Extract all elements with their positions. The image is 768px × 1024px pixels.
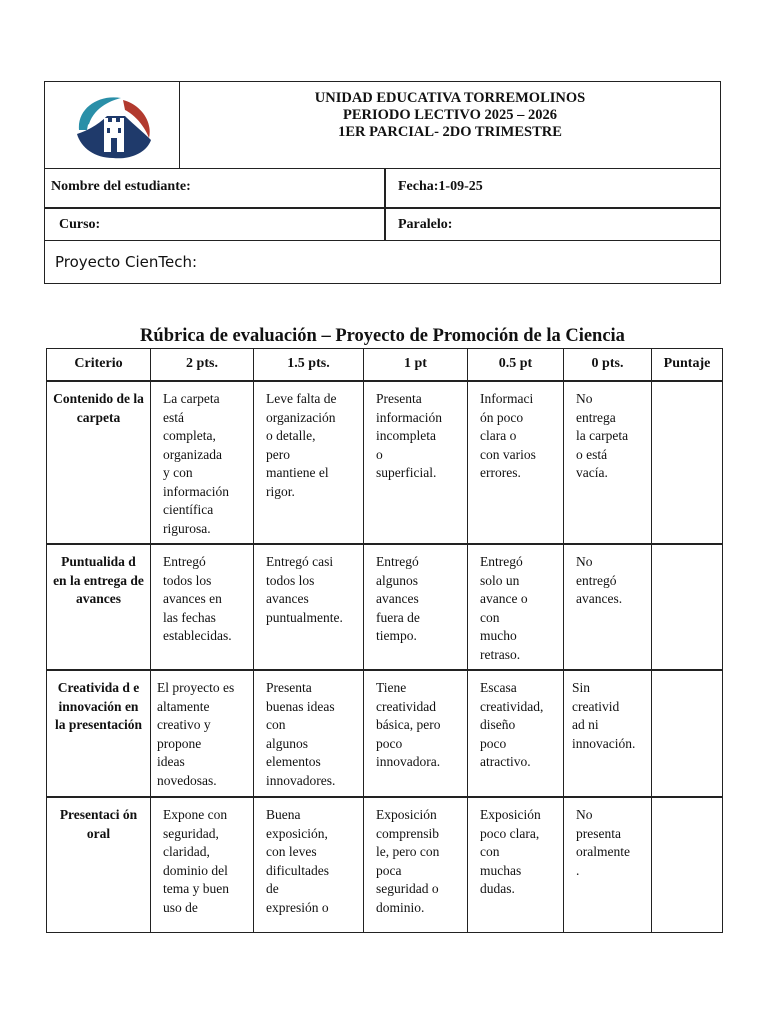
level-1-cell: Presenta información incompleta o superficial. xyxy=(364,381,468,544)
row-divider xyxy=(384,209,386,240)
level-0-cell: No presenta oralmente . xyxy=(564,797,652,933)
col-header-puntaje: Puntaje xyxy=(652,349,723,382)
course-parallel-row xyxy=(45,209,720,241)
level-2-cell: La carpeta está completa, organizada y con información científica rigurosa. xyxy=(151,381,254,544)
parallel-label: Paralelo: xyxy=(398,217,453,232)
score-cell[interactable] xyxy=(652,381,723,544)
school-title-block xyxy=(180,90,720,141)
level-0-5-cell: Informaci ón poco clara o con varios errores. xyxy=(468,381,564,544)
rubric-table xyxy=(46,348,723,933)
project-row xyxy=(45,241,720,285)
level-0-cell: No entrega la carpeta o está vacía. xyxy=(564,381,652,544)
level-1-cell: Exposición comprensib le, pero con poca seguridad o dominio. xyxy=(364,797,468,933)
table-row xyxy=(47,381,723,544)
row-divider xyxy=(384,169,386,207)
project-label: Proyecto CienTech: xyxy=(55,253,198,271)
student-date-row xyxy=(45,169,720,209)
table-row xyxy=(47,670,723,797)
level-0-5-cell: Escasa creatividad, diseño poco atractivo. xyxy=(468,670,564,797)
col-header-1-5pts: 1.5 pts. xyxy=(254,349,364,382)
criterion-cell: Puntualida d en la entrega de avances xyxy=(47,544,151,670)
table-row xyxy=(47,544,723,670)
rubric-title: Rúbrica de evaluación – Proyecto de Promoción de la Ciencia xyxy=(140,326,625,346)
criterion-cell: Presentaci ón oral xyxy=(47,797,151,933)
school-period: PERIODO LECTIVO 2025 – 2026 xyxy=(342,107,557,123)
col-header-0-5pt: 0.5 pt xyxy=(468,349,564,382)
school-logo-icon xyxy=(73,90,155,160)
header-title-row xyxy=(45,82,720,169)
score-cell[interactable] xyxy=(652,544,723,670)
level-2-cell: Expone con seguridad, claridad, dominio del tema y buen uso de xyxy=(151,797,254,933)
level-1-5-cell: Buena exposición, con leves dificultades de expresión o xyxy=(254,797,364,933)
col-header-1pt: 1 pt xyxy=(364,349,468,382)
level-1-5-cell: Presenta buenas ideas con algunos elementos innovadores. xyxy=(254,670,364,797)
table-row xyxy=(47,797,723,933)
header-table xyxy=(44,81,721,284)
level-0-5-cell: Exposición poco clara, con muchas dudas. xyxy=(468,797,564,933)
level-0-5-cell: Entregó solo un avance o con mucho retraso. xyxy=(468,544,564,670)
level-0-cell: Sin creativid ad ni innovación. xyxy=(564,670,652,797)
criterion-cell: Creativida d e innovación en la presentación xyxy=(47,670,151,797)
level-1-cell: Tiene creatividad básica, pero poco innovadora. xyxy=(364,670,468,797)
date-label: Fecha:1-09-25 xyxy=(398,179,483,194)
level-1-5-cell: Entregó casi todos los avances puntualmente. xyxy=(254,544,364,670)
col-header-criterio: Criterio xyxy=(47,349,151,382)
score-cell[interactable] xyxy=(652,797,723,933)
col-header-2pts: 2 pts. xyxy=(151,349,254,382)
course-label: Curso: xyxy=(59,217,101,232)
level-2-cell: El proyecto es altamente creativo y propone ideas novedosas. xyxy=(151,670,254,797)
score-cell[interactable] xyxy=(652,670,723,797)
col-header-0pts: 0 pts. xyxy=(564,349,652,382)
rubric-header-row xyxy=(47,349,723,382)
criterion-cell: Contenido de la carpeta xyxy=(47,381,151,544)
school-name: UNIDAD EDUCATIVA TORREMOLINOS xyxy=(314,90,586,106)
level-1-cell: Entregó algunos avances fuera de tiempo. xyxy=(364,544,468,670)
student-name-label: Nombre del estudiante: xyxy=(51,179,191,194)
logo-cell xyxy=(45,82,180,168)
school-term: 1ER PARCIAL- 2DO TRIMESTRE xyxy=(338,124,562,140)
level-0-cell: No entregó avances. xyxy=(564,544,652,670)
level-2-cell: Entregó todos los avances en las fechas establecidas. xyxy=(151,544,254,670)
level-1-5-cell: Leve falta de organización o detalle, pero mantiene el rigor. xyxy=(254,381,364,544)
